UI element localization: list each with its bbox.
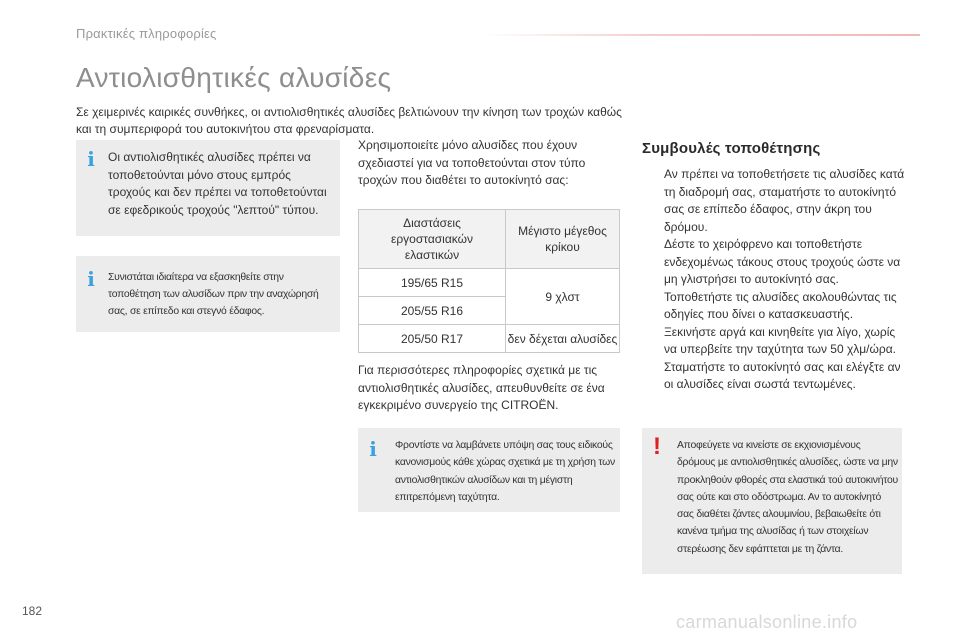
table-cell: 205/55 R16 <box>359 297 506 325</box>
info-box-text: Συνιστάται ιδιαίτερα να εξασκηθείτε στην τοποθέτηση των αλυσίδων πριν την αναχώρησή σας, σε επίπεδο και στεγνό έδαφος. <box>108 272 319 317</box>
table-header-row <box>359 210 620 269</box>
info-icon: i <box>87 147 95 171</box>
tip-text: Δέστε το χειρόφρενο και τοποθετήστε ενδεχομένως τάκους στους τροχούς ώστε να μη γλιστρήσει το αυτοκίνητό σας. <box>664 237 901 286</box>
table-header-cell: Διαστάσεις εργοστασιακών ελαστικών <box>359 210 506 269</box>
page-title: Αντιολισθητικές αλυσίδες <box>76 62 392 93</box>
list-item <box>642 289 910 324</box>
tip-text: Ξεκινήστε αργά και κινηθείτε για λίγο, χωρίς να υπερβείτε την ταχύτητα των 50 χλμ/ώρα. <box>664 324 896 356</box>
more-info-paragraph: Για περισσότερες πληροφορίες σχετικά με τις αντιολισθητικές αλυσίδες, απευθυνθείτε σε ένα εγκεκριμένο συνεργείο της CITROËN. <box>358 363 605 412</box>
page-number: 182 <box>22 604 43 618</box>
table-cell: δεν δέχεται αλυσίδες <box>506 325 620 353</box>
intro-paragraph: Σε χειμερινές καιρικές συνθήκες, οι αντιολισθητικές αλυσίδες βελτιώνουν την κίνηση των τροχών καθώς και τη συμπεριφορά του αυτοκινήτου στα φρεναρίσματα. <box>76 105 622 136</box>
info-icon: i <box>369 437 377 461</box>
warning-box-text: Αποφεύγετε να κινείστε σε εκχιονισμένους δρόμους με αντιολισθητικές αλυσίδες, ώστε να μην προκληθούν φθορές στα ελαστικά τού αυτοκινήτου σας ούτε και στο οδόστρωμα. Αν το αυτοκίνητό σας διαθέτει ζάντες αλουμινίου, βεβαιωθείτε ότι κανένα τμήμα της αλυσίδας ή των στοιχείων στερέωσης δεν εφάπτεται με τη ζάντα. <box>677 440 898 555</box>
info-box-text: Φροντίστε να λαμβάνετε υπόψη σας τους ειδικούς κανονισμούς κάθε χώρας σχετικά με τη χρήση των αντιολισθητικών αλυσίδων και τη μέγιστη επιτρεπόμενη ταχύτητα. <box>395 440 615 503</box>
info-box-regulations <box>358 428 620 512</box>
tip-text: Σταματήστε το αυτοκίνητό σας και ελέγξτε αν οι αλυσίδες είναι σωστά τεντωμένες. <box>664 359 901 391</box>
info-icon: i <box>87 267 95 291</box>
list-item <box>642 236 910 289</box>
table-cell: 9 χλστ <box>506 269 620 325</box>
table-cell: 205/50 R17 <box>359 325 506 353</box>
table-cell: 195/65 R15 <box>359 269 506 297</box>
tip-text: Αν πρέπει να τοποθετήσετε τις αλυσίδες κατά τη διαδρομή σας, σταματήστε το αυτοκίνητό σας σε επίπεδο έδαφος, στην άκρη του δρόμου. <box>664 167 905 234</box>
tyre-size-table <box>358 209 620 353</box>
usage-paragraph: Χρησιμοποιείτε μόνο αλυσίδες που έχουν σχεδιαστεί για να τοποθετούνται στον τύπο τροχών που διαθέτει το αυτοκίνητό σας: <box>358 138 586 187</box>
watermark: carmanualsonline.info <box>676 612 858 632</box>
info-box-text: Οι αντιολισθητικές αλυσίδες πρέπει να τοποθετούνται μόνο στους εμπρός τροχούς και δεν πρέπει να τοποθετούνται σε εφεδρικούς τροχούς "λεπτού" τύπου. <box>108 150 327 217</box>
tips-heading: Συμβουλές τοποθέτησης <box>642 140 821 157</box>
section-header: Πρακτικές πληροφορίες <box>76 26 217 41</box>
warning-icon: ! <box>653 433 661 460</box>
list-item <box>642 324 910 359</box>
header-divider <box>480 34 920 36</box>
table-header-cell: Μέγιστο μέγεθος κρίκου <box>506 210 620 269</box>
tip-text: Τοποθετήστε τις αλυσίδες ακολουθώντας τις οδηγίες που δίνει ο κατασκευαστής. <box>664 289 897 321</box>
warning-box <box>642 428 902 574</box>
info-box-practice <box>76 256 340 332</box>
info-box-front-wheels <box>76 140 340 236</box>
list-item <box>642 166 910 236</box>
tips-list <box>642 166 910 394</box>
table-row <box>359 269 620 297</box>
list-item <box>642 359 910 394</box>
table-row <box>359 325 620 353</box>
